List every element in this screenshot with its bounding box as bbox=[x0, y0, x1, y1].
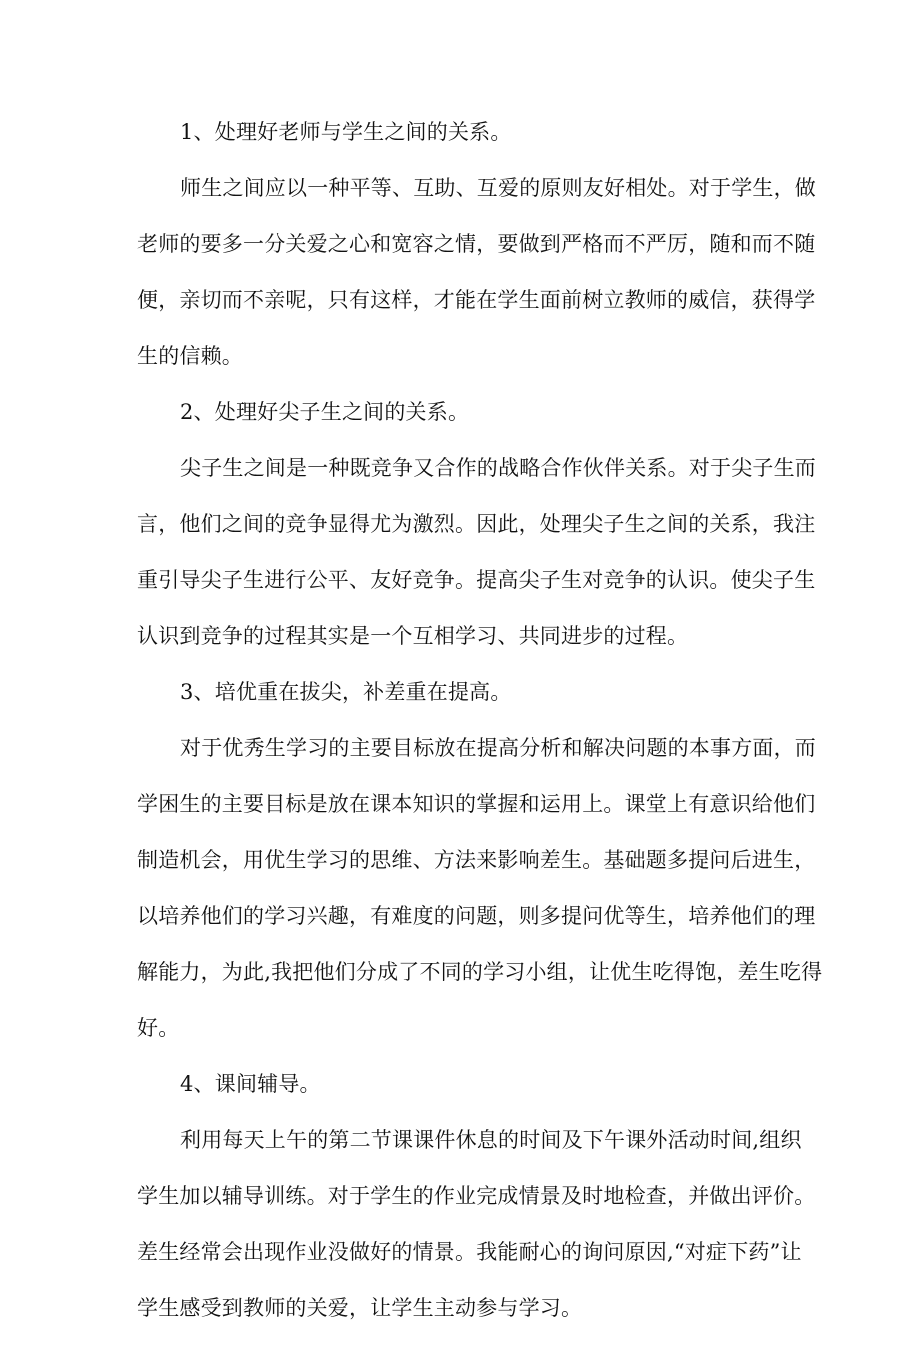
paragraph-line: 以培养他们的学习兴趣，有难度的问题，则多提问优等生，培养他们的理 bbox=[137, 904, 816, 928]
paragraph-line: 差生经常会出现作业没做好的情景。我能耐心的询问原因,“对症下药”让 bbox=[137, 1240, 802, 1264]
paragraph-line: 老师的要多一分关爱之心和宽容之情，要做到严格而不严厉，随和而不随 bbox=[137, 232, 816, 256]
paragraph-line: 尖子生之间是一种既竞争又合作的战略合作伙伴关系。对于尖子生而 bbox=[180, 456, 816, 480]
paragraph-line: 重引导尖子生进行公平、友好竞争。提高尖子生对竞争的认识。使尖子生 bbox=[137, 568, 816, 592]
section-heading: 4、课间辅导。 bbox=[180, 1072, 321, 1096]
paragraph-line: 学困生的主要目标是放在课本知识的掌握和运用上。课堂上有意识给他们 bbox=[137, 792, 816, 816]
paragraph-line: 利用每天上午的第二节课课件休息的时间及下午课外活动时间,组织 bbox=[180, 1128, 802, 1152]
paragraph-line: 师生之间应以一种平等、互助、互爱的原则友好相处。对于学生，做 bbox=[180, 176, 816, 200]
section-3 bbox=[137, 674, 823, 1066]
paragraph-line: 制造机会，用优生学习的思维、方法来影响差生。基础题多提问后进生， bbox=[137, 848, 816, 872]
section-4 bbox=[137, 1066, 816, 1346]
section-heading: 3、培优重在拔尖，补差重在提高。 bbox=[180, 680, 512, 704]
paragraph-line: 言，他们之间的竞争显得尤为激烈。因此，处理尖子生之间的关系，我注 bbox=[137, 512, 816, 536]
paragraph-line: 生的信赖。 bbox=[137, 344, 243, 368]
paragraph-line: 对于优秀生学习的主要目标放在提高分析和解决问题的本事方面，而 bbox=[180, 736, 816, 760]
paragraph-line: 认识到竞争的过程其实是一个互相学习、共同进步的过程。 bbox=[137, 624, 689, 648]
paragraph-line: 学生感受到教师的关爱，让学生主动参与学习。 bbox=[137, 1296, 583, 1320]
section-2 bbox=[137, 394, 816, 674]
paragraph-line: 学生加以辅导训练。对于学生的作业完成情景及时地检查，并做出评价。 bbox=[137, 1184, 816, 1208]
section-heading: 2、处理好尖子生之间的关系。 bbox=[180, 400, 470, 424]
paragraph-line: 解能力，为此,我把他们分成了不同的学习小组，让优生吃得饱，差生吃得 bbox=[137, 960, 823, 984]
document-body bbox=[137, 114, 823, 1346]
paragraph-line: 好。 bbox=[137, 1016, 180, 1040]
section-heading: 1、处理好老师与学生之间的关系。 bbox=[180, 120, 512, 144]
paragraph-line: 便，亲切而不亲呢，只有这样，才能在学生面前树立教师的威信，获得学 bbox=[137, 288, 816, 312]
section-1 bbox=[137, 114, 816, 394]
